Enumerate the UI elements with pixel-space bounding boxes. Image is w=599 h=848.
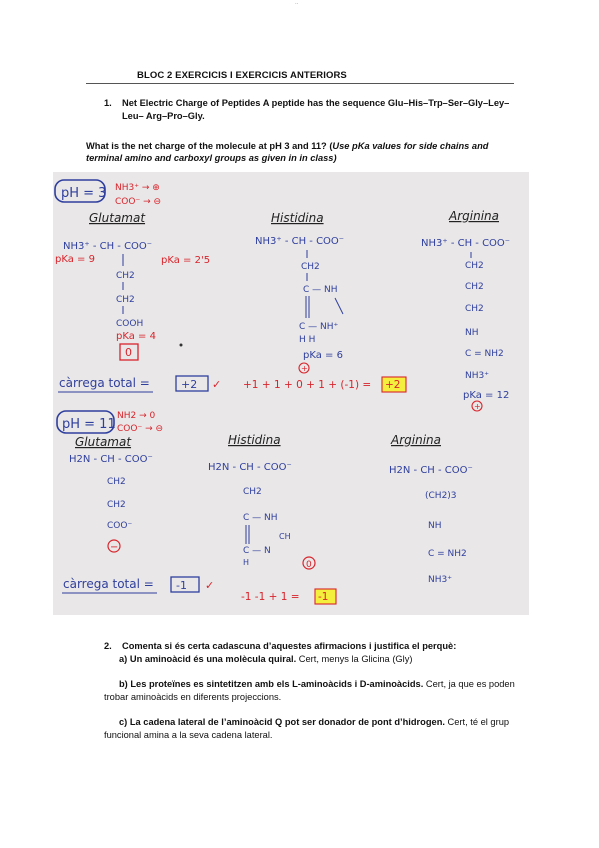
arg11-top: H2N - CH - COO⁻ xyxy=(389,465,473,476)
glu-ch2-b: CH2 xyxy=(116,295,135,305)
glu11-name: Glutamat xyxy=(75,435,132,449)
arg-ch2-b: CH2 xyxy=(465,282,484,292)
handwritten-notes-photo xyxy=(53,172,529,615)
question-1-ask xyxy=(86,140,516,164)
pen-dot xyxy=(180,344,183,347)
glu11-top: H2N - CH - COO⁻ xyxy=(69,454,153,465)
statement-a xyxy=(119,653,519,666)
statement-b xyxy=(104,678,520,704)
handwritten-notes-svg xyxy=(53,172,529,615)
arg-top: NH3⁺ - CH - COO⁻ xyxy=(421,238,511,249)
page-mark: .. xyxy=(295,0,299,6)
question-2-number: 2. xyxy=(104,641,112,651)
glu-pka-1: pKa = 9 xyxy=(55,254,95,265)
arg-c: C = NH2 xyxy=(465,349,504,359)
his11-ch2: CH2 xyxy=(243,487,262,497)
ph11-rule-1: NH2 → 0 xyxy=(117,411,156,421)
charge3-label: càrrega total = xyxy=(59,376,150,390)
statement-c-answer: Cert, té el grup funcional amina a la seva cadena lateral. xyxy=(104,717,510,740)
charge11-sum: -1 -1 + 1 = xyxy=(241,591,300,603)
arg-plus: + xyxy=(474,402,481,411)
his-name: Histidina xyxy=(271,211,324,225)
glu11-coo: COO⁻ xyxy=(107,521,133,531)
glu11-ch2-b: CH2 xyxy=(107,500,126,510)
heading-rule xyxy=(86,83,514,84)
check-mark: ✓ xyxy=(212,378,222,391)
arg-nh: NH xyxy=(465,328,479,338)
statement-b-label: b) Les proteïnes es sintetitzen amb els L-aminoàcids i D-aminoàcids. xyxy=(119,679,424,689)
statement-a-label: a) Un aminoàcid és una molècula quiral. xyxy=(119,654,297,664)
his-top: NH3⁺ - CH - COO⁻ xyxy=(255,236,345,247)
his-plus: + xyxy=(301,364,308,373)
charge3-value: +2 xyxy=(181,378,198,391)
charge3-result: +2 xyxy=(385,379,401,391)
check-mark-2: ✓ xyxy=(205,579,215,592)
glu11-ch2-a: CH2 xyxy=(107,477,126,487)
arg11-ch2: (CH2)3 xyxy=(425,491,457,501)
charge11-result: -1 xyxy=(318,591,329,603)
arg-ch2-c: CH2 xyxy=(465,304,484,314)
glu11-minus: − xyxy=(110,542,119,553)
arg11-c: C = NH2 xyxy=(428,549,467,559)
arg11-name: Arginina xyxy=(391,433,441,447)
statement-c-label: c) La cadena lateral de l’aminoàcid Q pot ser donador de pont d’hidrogen. xyxy=(119,717,445,727)
arg11-nh3: NH3⁺ xyxy=(428,575,452,585)
arg-ch2-a: CH2 xyxy=(465,261,484,271)
charge11-value: -1 xyxy=(176,579,187,592)
ph11-label: pH = 11 xyxy=(62,417,116,432)
glu-top: NH3⁺ - CH - COO⁻ xyxy=(63,241,153,252)
arg-nh3: NH3⁺ xyxy=(465,371,489,381)
question-1-ask-text: What is the net charge of the molecule at pH 3 and 11? ( xyxy=(86,141,333,151)
charge11-label: càrrega total = xyxy=(63,577,154,591)
glu-ch2-a: CH2 xyxy=(116,271,135,281)
glu-cooh: COOH xyxy=(116,319,144,329)
section-heading: BLOC 2 EXERCICIS I EXERCICIS ANTERIORS xyxy=(137,70,347,81)
ph3-rule-2: COO⁻ → ⊖ xyxy=(115,197,162,207)
his11-zero: 0 xyxy=(306,560,312,570)
question-1-ask-italic: Use pKa values for side chains and terminal amino and carboxyl groups as given in in class) xyxy=(86,141,489,163)
his11-h: H xyxy=(243,558,250,567)
question-2-title: Comenta si és certa cadascuna d’aquestes afirmacions i justifica el perquè: xyxy=(122,641,457,651)
question-1-number: 1. xyxy=(104,98,112,108)
arg11-nh: NH xyxy=(428,521,442,531)
arg-name: Arginina xyxy=(449,209,499,223)
ph11-rule-2: COO⁻ → ⊖ xyxy=(117,424,164,434)
his-ring: C — NH⁺ xyxy=(299,322,339,332)
ph3-label: pH = 3 xyxy=(61,186,107,201)
glu-name: Glutamat xyxy=(89,211,146,225)
his-ch2: CH2 xyxy=(301,262,320,272)
arg-pka: pKa = 12 xyxy=(463,390,510,401)
his11-c-nh: C — NH xyxy=(243,513,278,523)
his11-top: H2N - CH - COO⁻ xyxy=(208,462,292,473)
charge3-sum: +1 + 1 + 0 + 1 + (-1) = xyxy=(243,379,372,391)
his-c-nh: C — NH xyxy=(303,285,338,295)
his-hh: H H xyxy=(299,335,316,345)
his-ring-bond-c xyxy=(335,298,343,314)
his11-ring: C — N xyxy=(243,546,271,556)
question-1-text: Net Electric Charge of Peptides A peptide has the sequence Glu–His–Trp–Ser–Gly–Ley–Leu– Arg–Pro–Gly. xyxy=(122,98,510,121)
glu-pka-2: pKa = 2'5 xyxy=(161,255,211,266)
ph3-rule-1: NH3⁺ → ⊕ xyxy=(115,183,160,193)
glu-zero: 0 xyxy=(125,346,132,359)
question-2 xyxy=(104,640,524,653)
question-1 xyxy=(104,97,524,123)
statement-a-answer: Cert, menys la Glicina (Gly) xyxy=(296,654,413,664)
statement-b-answer: Cert, ja que es poden trobar aminoàcids en diferents projeccions. xyxy=(104,679,515,702)
statement-c xyxy=(104,716,520,742)
glu-pka-3: pKa = 4 xyxy=(116,331,156,342)
his11-ch: CH xyxy=(279,532,291,541)
his-pka: pKa = 6 xyxy=(303,350,343,361)
his11-name: Histidina xyxy=(228,433,281,447)
